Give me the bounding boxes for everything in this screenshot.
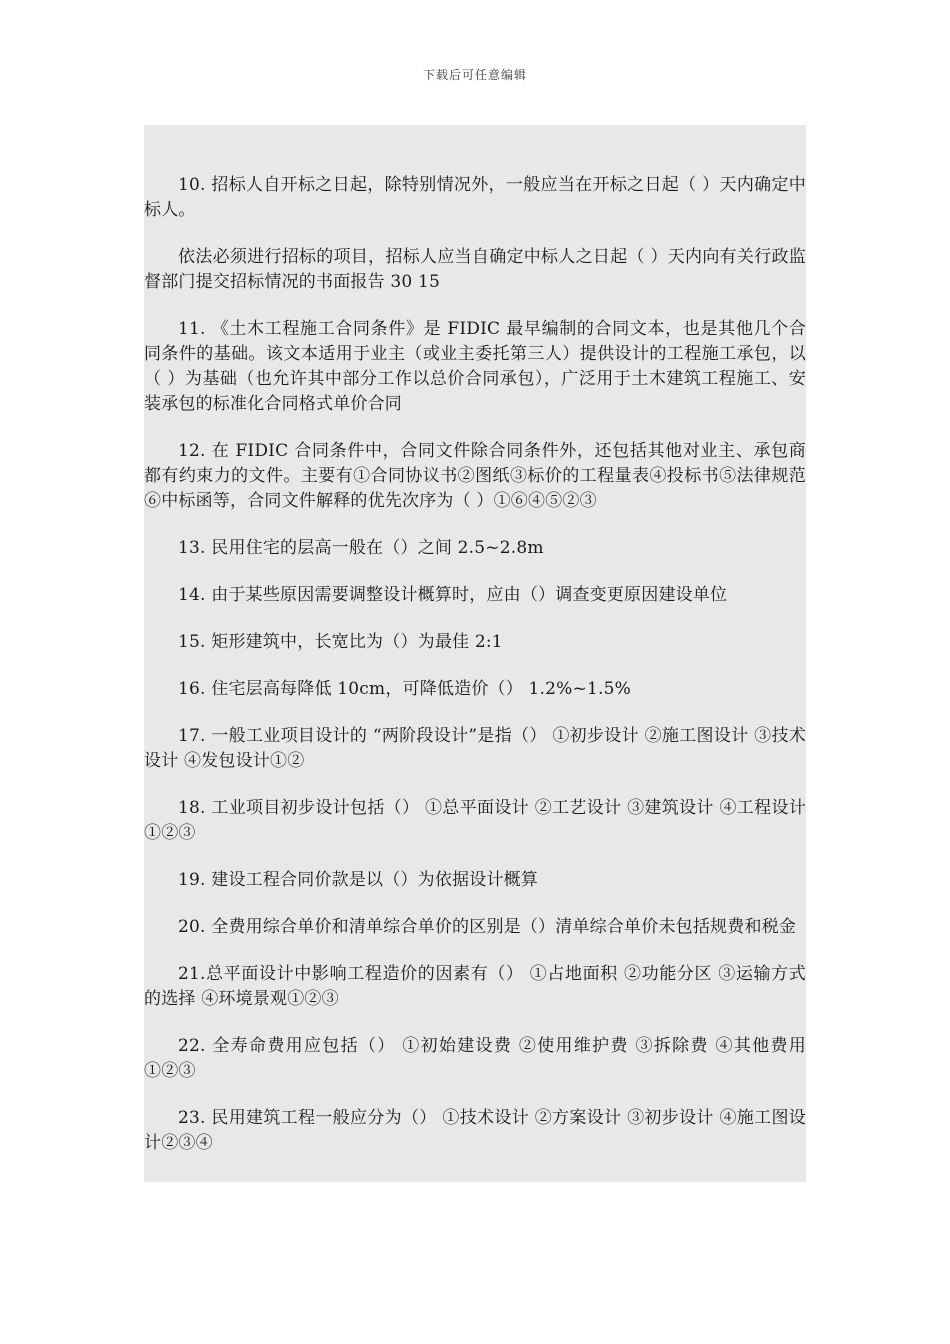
question-13: 13. 民用住宅的层高一般在（）之间 2.5~2.8m [178,538,544,558]
question-20: 20. 全费用综合单价和清单综合单价的区别是（）清单综合单价未包括规费和税金 [178,917,797,937]
question-12: 12. 在 FIDIC 合同条件中，合同文件除合同条件外，还包括其他对业主、承包商都有约束力的文件。主要有①合同协议书②图纸③标价的工程量表④投标书⑤法律规范⑥中标函等，合同文件解释的优先次序为（ ）①⑥④⑤②③ [144,441,806,511]
question-19: 19. 建设工程合同价款是以（）为依据设计概算 [178,870,539,890]
question-21: 21.总平面设计中影响工程造价的因素有（） ①占地面积 ②功能分区 ③运输方式的选择 ④环境景观①②③ [144,964,806,1009]
question-11: 11. 《土木工程施工合同条件》是 FIDIC 最早编制的合同文本，也是其他几个合同条件的基础。该文本适用于业主（或业主委托第三人）提供设计的工程施工承包，以（ ）为基础（也允许其中部分工作以总价合同承包），广泛用于土木建筑工程施工、安装承包的标准化合同格式单价合同 [144,319,806,414]
question-15: 15. 矩形建筑中，长宽比为（）为最佳 2:1 [178,632,503,652]
page-header: 下载后可任意编辑 [422,68,527,82]
question-18: 18. 工业项目初步设计包括（） ①总平面设计 ②工艺设计 ③建筑设计 ④工程设计①②③ [144,798,806,843]
question-10-followup: 依法必须进行招标的项目，招标人应当自确定中标人之日起（ ）天内向有关行政监督部门提交招标情况的书面报告 30 15 [144,247,806,292]
question-14: 14. 由于某些原因需要调整设计概算时，应由（）调查变更原因建设单位 [178,585,728,605]
question-23: 23. 民用建筑工程一般应分为（） ①技术设计 ②方案设计 ③初步设计 ④施工图设计②③④ [144,1108,806,1153]
question-22: 22. 全寿命费用应包括（） ①初始建设费 ②使用维护费 ③拆除费 ④其他费用①②③ [144,1036,806,1081]
question-17: 17. 一般工业项目设计的 “两阶段设计”是指（） ①初步设计 ②施工图设计 ③技术设计 ④发包设计①② [144,726,806,771]
question-10: 10. 招标人自开标之日起，除特别情况外，一般应当在开标之日起（ ）天内确定中标人。 [144,175,806,220]
content-panel [144,125,806,1182]
question-16: 16. 住宅层高每降低 10cm，可降低造价（） 1.2%~1.5% [178,679,631,699]
